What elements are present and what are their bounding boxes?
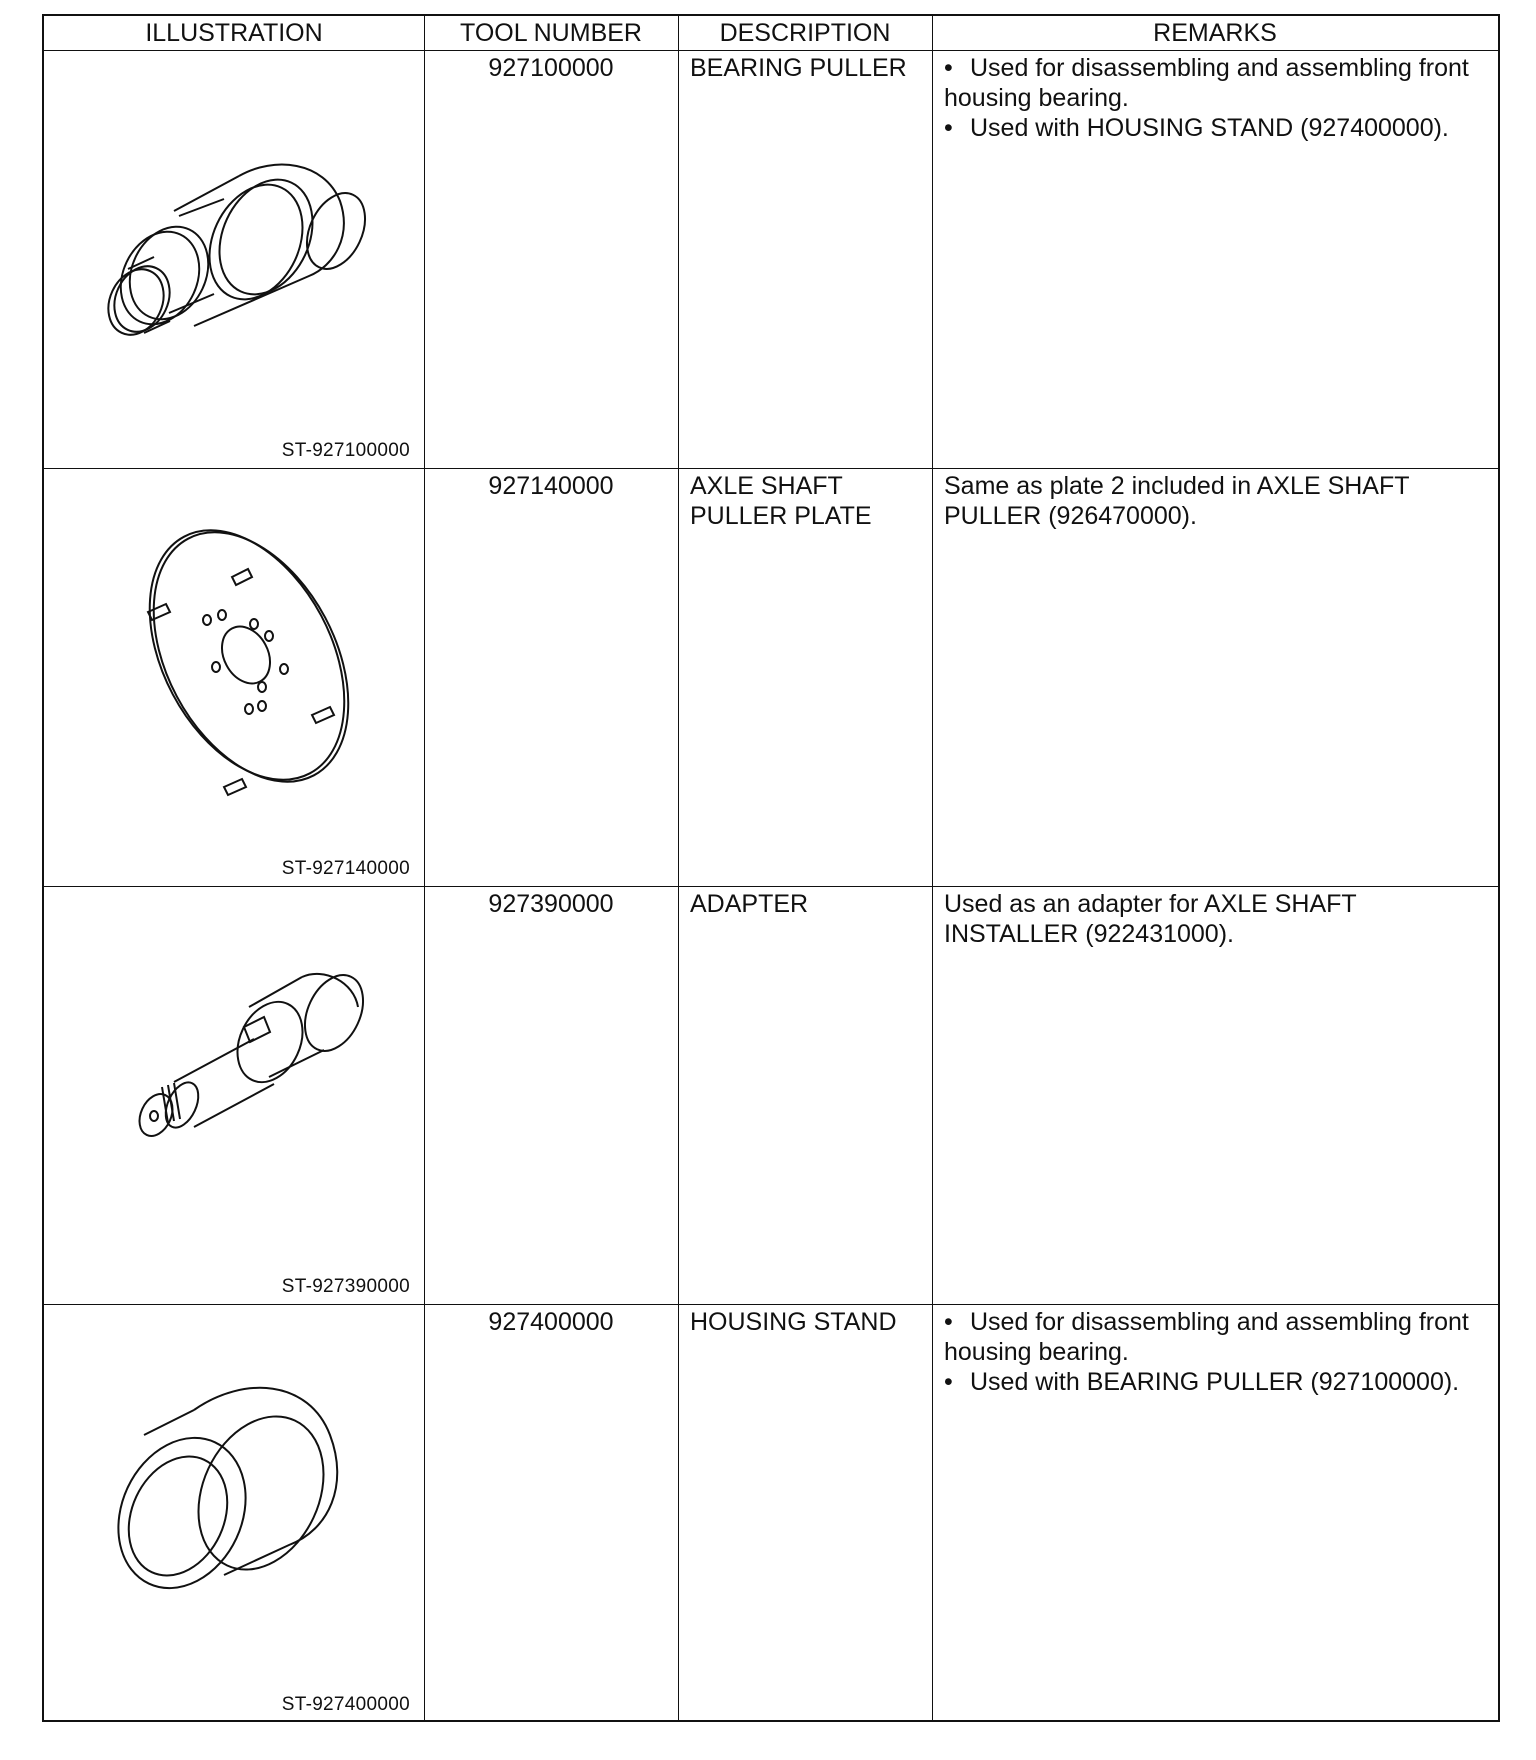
header-illustration: ILLUSTRATION (145, 19, 323, 47)
description-cell: BEARING PULLER (690, 54, 907, 82)
illustration-caption: ST-927140000 (281, 858, 410, 879)
tool-number-cell: 927140000 (488, 472, 614, 500)
description-cell: ADAPTER (690, 890, 809, 918)
remarks-cell (932, 887, 1498, 1304)
illustration-caption: ST-927400000 (281, 1694, 410, 1715)
illustration-caption: ST-927390000 (281, 1276, 410, 1297)
remark-item: • Used for disassembling and assembling front housing bearing. (944, 1307, 1488, 1367)
tool-number-cell: 927390000 (488, 890, 614, 918)
special-tools-table (42, 14, 1500, 1722)
table-row (44, 51, 1498, 468)
header-tool-number: TOOL NUMBER (460, 19, 642, 47)
table-row (44, 1305, 1498, 1722)
description-cell: AXLE SHAFT PULLER PLATE (690, 472, 872, 530)
bearing-puller-drawing (44, 51, 424, 468)
adapter-drawing (44, 887, 424, 1304)
remark-item: • Used for disassembling and assembling front housing bearing. (944, 53, 1488, 113)
tool-number-cell: 927400000 (488, 1308, 614, 1336)
remark-item: • Used with HOUSING STAND (927400000). (944, 113, 1488, 143)
remark-item: Used as an adapter for AXLE SHAFT INSTALLER (922431000). (944, 890, 1357, 948)
remarks-cell (932, 469, 1498, 886)
remark-item: • Used with BEARING PULLER (927100000). (944, 1367, 1488, 1397)
header-remarks: REMARKS (1153, 19, 1277, 47)
remarks-cell (932, 51, 1498, 468)
housing-stand-drawing (44, 1305, 424, 1722)
description-cell: HOUSING STAND (690, 1308, 897, 1336)
tool-number-cell: 927100000 (488, 54, 614, 82)
axle-shaft-puller-plate-drawing (44, 469, 424, 886)
illustration-cell (44, 1305, 424, 1722)
remark-item: Same as plate 2 included in AXLE SHAFT PULLER (926470000). (944, 472, 1410, 530)
illustration-caption: ST-927100000 (281, 440, 410, 461)
illustration-cell (44, 887, 424, 1304)
illustration-cell (44, 469, 424, 886)
remarks-cell (932, 1305, 1498, 1722)
table-row (44, 887, 1498, 1304)
illustration-cell (44, 51, 424, 468)
table-row (44, 469, 1498, 886)
header-description: DESCRIPTION (719, 19, 891, 47)
